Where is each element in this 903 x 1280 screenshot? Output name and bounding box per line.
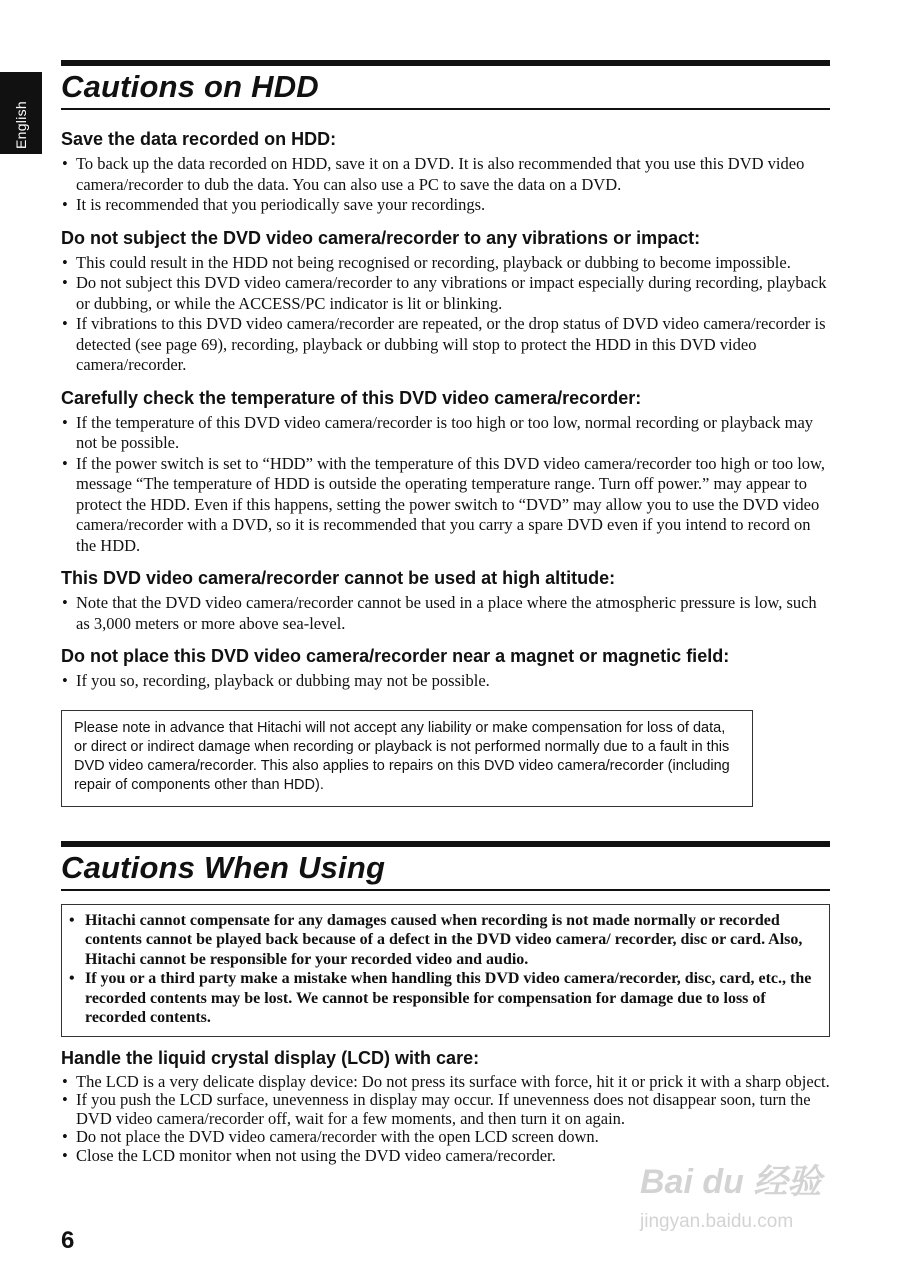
page-number: 6 — [61, 1227, 75, 1254]
subsection-lcd — [61, 1047, 830, 1166]
page-content — [61, 60, 830, 1166]
section-title: Cautions on HDD — [61, 69, 319, 104]
list-item: • To back up the data recorded on HDD, save it on a DVD. It is also recommended that you use this DVD video camera/recorder to dub the data. You can also use a PC to save the data on a DVD. — [61, 154, 830, 195]
liability-notice-box: Please note in advance that Hitachi will not accept any liability or make compensation for loss of data, or direct or indirect damage when recording or playback is not performed normally due to a fault in this DVD video camera/recorder. This also applies to repairs on this DVD video camera/recorder (including repair of components other than HDD). — [61, 710, 753, 807]
watermark-logo: Bai du 经验 — [640, 1163, 822, 1201]
language-tab-label: English — [13, 100, 29, 149]
subsection-heading: Do not place this DVD video camera/recorder near a magnet or magnetic field: — [61, 646, 730, 666]
list-item: • The LCD is a very delicate display device: Do not press its surface with force, hit it or prick it with a sharp object. — [61, 1073, 830, 1092]
list-item: • Close the LCD monitor when not using the DVD video camera/recorder. — [61, 1147, 830, 1166]
subsection-vibrations — [61, 227, 830, 376]
list-item: • This could result in the HDD not being recognised or recording, playback or dubbing to become impossible. — [61, 253, 830, 274]
list-item: • If you so, recording, playback or dubbing may not be possible. — [61, 671, 830, 692]
compensation-warning-box — [61, 904, 830, 1037]
baidu-watermark — [640, 1162, 850, 1252]
subsection-magnet — [61, 645, 830, 692]
section-header-hdd — [61, 60, 830, 110]
list-item: • It is recommended that you periodically save your recordings. — [61, 195, 830, 216]
section-header-using — [61, 841, 830, 891]
subsection-altitude — [61, 567, 830, 634]
language-tab — [0, 72, 42, 154]
list-item: • If you or a third party make a mistake when handling this DVD video camera/recorder, disc, card, etc., the recorded contents may be lost. We cannot be responsible for compensation for damage due to loss of recorded contents. — [68, 969, 821, 1028]
list-item: • If the temperature of this DVD video camera/recorder is too high or too low, normal recording or playback may not be possible. — [61, 413, 830, 454]
list-item: • If you push the LCD surface, unevenness in display may occur. If unevenness does not disappear soon, turn the DVD video camera/recorder off, wait for a few moments, and then turn it on again. — [61, 1091, 830, 1128]
subsection-heading: Carefully check the temperature of this DVD video camera/recorder: — [61, 387, 642, 408]
list-item: • If the power switch is set to “HDD” with the temperature of this DVD video camera/recorder too high or too low, message “The temperature of HDD is outside the operating temperature range. Turn off power.” may appear to protect the HDD. Even if this happens, setting the power switch to “DVD” may allow you to use the DVD video camera/recorder with a DVD, so it is recommended that you carry a spare DVD even if you intend to record on the HDD. — [61, 454, 830, 557]
subsection-heading: Save the data recorded on HDD: — [61, 129, 337, 149]
list-item: • Note that the DVD video camera/recorder cannot be used in a place where the atmospheric pressure is low, such as 3,000 meters or more above sea-level. — [61, 593, 830, 634]
subsection-save-data — [61, 128, 830, 216]
subsection-temperature — [61, 387, 830, 557]
list-item: • If vibrations to this DVD video camera/recorder are repeated, or the drop status of DVD video camera/recorder is detected (see page 69), recording, playback or dubbing will stop to protect the HDD in this DVD video camera/recorder. — [61, 314, 830, 376]
subsection-heading: This DVD video camera/recorder cannot be used at high altitude: — [61, 568, 616, 588]
watermark-url: jingyan.baidu.com — [640, 1211, 794, 1232]
list-item: • Hitachi cannot compensate for any damages caused when recording is not made normally or recorded contents cannot be played back because of a defect in the DVD video camera/ recorder, disc or card. Also, Hitachi cannot be responsible for your recorded video and audio. — [68, 911, 821, 970]
list-item: • Do not subject this DVD video camera/recorder to any vibrations or impact especially during recording, playback or dubbing, or while the ACCESS/PC indicator is lit or blinking. — [61, 273, 830, 314]
subsection-heading: Do not subject the DVD video camera/recorder to any vibrations or impact: — [61, 227, 701, 248]
subsection-heading: Handle the liquid crystal display (LCD) with care: — [61, 1047, 480, 1068]
list-item: • Do not place the DVD video camera/recorder with the open LCD screen down. — [61, 1128, 830, 1147]
section-title: Cautions When Using — [61, 849, 386, 885]
